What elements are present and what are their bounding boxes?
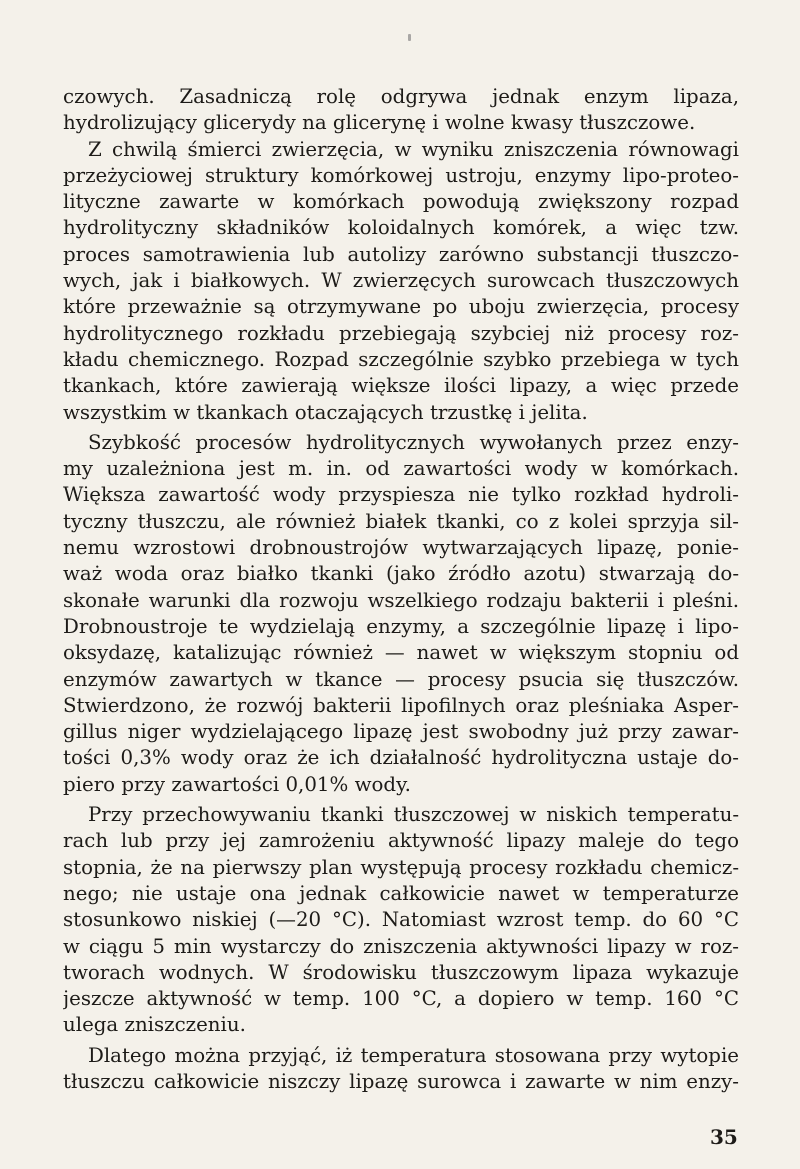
text-line: Stwierdzono, że rozwój bakterii lipofilnych oraz pleśniaka Asper-: [63, 693, 739, 717]
text-line: nemu wzrostowi drobnoustrojów wytwarzających lipazę, ponie-: [63, 536, 739, 560]
body-text: [63, 84, 739, 1095]
text-line: czowych. Zasadniczą rolę odgrywa jednak enzym lipaza,: [63, 85, 739, 108]
text-line: tłuszczu całkowicie niszczy lipazę surowca i zawarte w nim enzy-: [63, 1069, 739, 1093]
text-line: w ciągu 5 min wystarczy do zniszczenia aktywności lipazy w roz-: [63, 934, 739, 958]
text-line: tyczny tłuszczu, ale również białek tkanki, co z kolei sprzyja sil-: [63, 509, 739, 533]
text-line: stosunkowo niskiej (—20 °C). Natomiast wzrost temp. do 60 °C: [63, 908, 739, 932]
text-line: my uzależniona jest m. in. od zawartości wody w komórkach.: [63, 457, 739, 481]
text-line: oksydazę, katalizując również — nawet w większym stopniu od: [63, 641, 739, 665]
text-line: kładu chemicznego. Rozpad szczególnie szybko przebiega w tych: [63, 347, 739, 371]
text-line: Przy przechowywaniu tkanki tłuszczowej w niskich temperatu-: [88, 803, 739, 827]
text-line: nego; nie ustaje ona jednak całkowicie nawet w temperaturze: [63, 881, 739, 905]
text-line: Drobnoustroje te wydzielają enzymy, a szczególnie lipazę i lipo-: [63, 614, 739, 638]
text-line: hydrolizujący glicerydy na glicerynę i wolne kwasy tłuszczowe.: [63, 111, 696, 135]
text-line: hydrolitycznego rozkładu przebiegają szybciej niż procesy roz-: [63, 321, 739, 345]
text-line: przeżyciowej struktury komórkowej ustroju, enzymy lipo-proteo-: [63, 163, 739, 187]
text-line: Szybkość procesów hydrolitycznych wywołanych przez enzy-: [88, 430, 739, 454]
text-line: rach lub przy jej zamrożeniu aktywność lipazy maleje do tego: [63, 829, 739, 853]
text-line: stopnia, że na pierwszy plan występują procesy rozkładu chemicz-: [63, 855, 739, 879]
text-line: wych, jak i białkowych. W zwierzęcych surowcach tłuszczowych: [63, 269, 739, 293]
page-number: 35: [710, 1125, 738, 1149]
text-line: jeszcze aktywność w temp. 100 °C, a dopiero w temp. 160 °C: [63, 987, 739, 1011]
text-line: piero przy zawartości 0,01% wody.: [63, 772, 411, 796]
text-line: skonałe warunki dla rozwoju wszelkiego rodzaju bakterii i pleśni.: [63, 588, 739, 612]
text-line: gillus niger wydzielającego lipazę jest swobodny już przy zawar-: [63, 720, 739, 744]
text-line: hydrolityczny składników koloidalnych komórek, a więc tzw.: [63, 216, 739, 240]
text-line: wszystkim w tkankach otaczających trzustkę i jelita.: [63, 400, 588, 424]
text-line: proces samotrawienia lub autolizy zarówno substancji tłuszczo-: [63, 242, 739, 266]
print-speck: [408, 34, 411, 41]
text-line: ulega zniszczeniu.: [63, 1013, 246, 1037]
text-line: tkankach, które zawierają większe ilości lipazy, a więc przede: [63, 374, 739, 398]
text-line: Dlatego można przyjąć, iż temperatura stosowana przy wytopie: [88, 1043, 739, 1067]
text-line: waż woda oraz białko tkanki (jako źródło azotu) stwarzają do-: [63, 562, 739, 586]
text-line: Z chwilą śmierci zwierzęcia, w wyniku zniszczenia równowagi: [88, 137, 739, 161]
text-line: lityczne zawarte w komórkach powodują zwiększony rozpad: [63, 190, 739, 214]
text-line: tworach wodnych. W środowisku tłuszczowym lipaza wykazuje: [63, 960, 739, 984]
text-line: które przeważnie są otrzymywane po uboju zwierzęcia, procesy: [63, 295, 739, 319]
text-line: Większa zawartość wody przyspiesza nie tylko rozkład hydroli-: [63, 483, 739, 507]
text-line: tości 0,3% wody oraz że ich działalność hydrolityczna ustaje do-: [63, 746, 739, 770]
text-line: enzymów zawartych w tkance — procesy psucia się tłuszczów.: [63, 667, 739, 691]
